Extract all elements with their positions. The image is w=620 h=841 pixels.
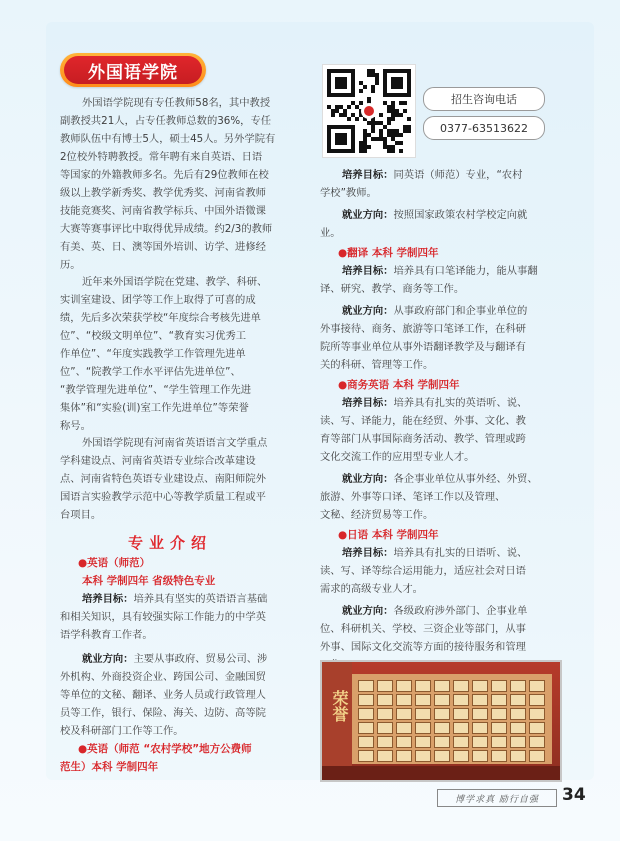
qr-module: [379, 113, 383, 117]
award-plaque: [529, 694, 545, 706]
qr-module: [387, 121, 391, 125]
text-line: 文化交流工作的应用型专业人才。: [320, 451, 475, 463]
text-line: 位、科研机关、学校、三资企业等部门，从事: [320, 623, 526, 635]
qr-module: [391, 149, 395, 153]
qr-module: [359, 89, 363, 93]
text-line: 外国语学院现有河南省英语语言文学重点: [82, 437, 268, 449]
qr-module: [351, 93, 355, 97]
qr-module: [399, 85, 403, 89]
award-plaque: [529, 708, 545, 720]
text-line: 校及科研部门工作等工作。: [60, 725, 184, 737]
contact-phone: 0377-63513622: [423, 116, 545, 140]
intro-paragraph-1: [60, 94, 294, 274]
text-line: 关的科研、管理等工作。: [320, 359, 434, 371]
award-plaque: [510, 722, 526, 734]
award-plaque: [415, 708, 431, 720]
text-line: 语学科教育工作者。: [60, 629, 153, 641]
job-label: 就业方向：: [342, 473, 394, 485]
award-plaque: [358, 680, 374, 692]
text-line: 2位校外特聘教授。常年聘有来自英语、日语: [60, 151, 263, 163]
award-plaque: [510, 736, 526, 748]
award-plaque: [415, 694, 431, 706]
qr-module: [347, 117, 351, 121]
award-plaque: [396, 722, 412, 734]
photo-caption: 荣誉: [330, 690, 349, 722]
english-major-block: [60, 554, 294, 776]
award-plaque: [491, 750, 507, 762]
contact-label: 招生咨询电话: [423, 87, 545, 111]
text-line: 大赛等赛事评比中取得优异成绩。约2/3的教师: [60, 223, 273, 235]
text-line: 位”、“院教学工作水平评估先进单位”、: [60, 366, 241, 378]
section-title-badge: [60, 53, 206, 87]
qr-module: [331, 113, 335, 117]
award-plaque: [358, 694, 374, 706]
qr-module: [403, 101, 407, 105]
text-line: 培养具有口笔译能力，能从事翻: [393, 265, 538, 277]
award-plaque: [358, 736, 374, 748]
text-line: 和相关知识，具有较强实际工作能力的中学英: [60, 611, 266, 623]
award-plaque: [396, 708, 412, 720]
right-majors-block: [320, 166, 556, 674]
job-label: 就业方向：: [342, 605, 394, 617]
qr-module: [367, 145, 371, 149]
text-line: “教学管理先进单位”、“学生管理工作先进: [60, 384, 252, 396]
award-plaque: [491, 708, 507, 720]
award-plaque: [472, 708, 488, 720]
award-plaque: [434, 708, 450, 720]
text-line: 实训室建设、团学等工作上取得了可喜的成: [60, 294, 256, 306]
award-plaque: [434, 722, 450, 734]
award-plaque: [434, 750, 450, 762]
qr-module: [399, 141, 403, 145]
award-plaque: [377, 680, 393, 692]
intro-paragraph-2: [60, 273, 294, 435]
award-plaque: [510, 708, 526, 720]
qr-module: [399, 149, 403, 153]
text-line: 各级政府涉外部门、企事业单: [393, 605, 528, 617]
award-plaque: [453, 750, 469, 762]
page-number: 34: [562, 785, 586, 805]
award-plaque: [396, 680, 412, 692]
text-line: 等单位的文秘、翻译、业务人员或行政管理人: [60, 689, 266, 701]
text-line: 主要从事政府、贸易公司、涉: [133, 653, 268, 665]
qr-code[interactable]: [322, 64, 416, 158]
award-plaque: [453, 722, 469, 734]
text-line: 称号。: [60, 420, 91, 432]
qr-module: [399, 133, 403, 137]
text-line: 育等部门从事国际商务活动、教学、管理或跨: [320, 433, 526, 445]
award-plaque: [472, 722, 488, 734]
text-line: 学校”教师。: [320, 187, 377, 199]
job-label: 就业方向：: [342, 209, 394, 221]
honors-wall-photo: [320, 660, 562, 782]
text-line: 按照国家政策农村学校定向就: [393, 209, 528, 221]
award-plaque: [377, 750, 393, 762]
award-plaque: [529, 750, 545, 762]
text-line: 国语言实验教学示范中心等教学质量工程或平: [60, 491, 266, 503]
text-line: 级以上教学新秀奖、教学优秀奖、河南省教师: [60, 187, 266, 199]
award-plaque: [377, 736, 393, 748]
award-plaque: [415, 750, 431, 762]
qr-module: [371, 129, 375, 133]
rural-major-title: ●英语（师范 “农村学校”地方公费师: [78, 743, 252, 755]
majors-heading: 专业介绍: [128, 534, 213, 552]
award-plaque: [358, 750, 374, 762]
intro-paragraph-3: [60, 434, 294, 524]
job-label: 就业方向：: [82, 653, 134, 665]
award-plaque: [377, 694, 393, 706]
award-plaque: [396, 736, 412, 748]
award-plaque: [434, 694, 450, 706]
translation-major-title: ●翻译 本科 学制四年: [338, 247, 439, 259]
award-plaque: [377, 722, 393, 734]
text-line: 文秘、经济贸易等工作。: [320, 509, 434, 521]
text-line: 有美、英、日、澳等国外培训、访学、进修经: [60, 241, 266, 253]
text-line: 旅游、外事等口译、笔译工作以及管理、: [320, 491, 506, 503]
qr-module: [407, 129, 411, 133]
text-line: 读、写、译能力，能在经贸、外事、文化、教: [320, 415, 526, 427]
qr-module: [363, 149, 367, 153]
qr-module: [351, 149, 355, 153]
qr-module: [403, 109, 407, 113]
award-plaque: [434, 736, 450, 748]
goal-label: 培养目标：: [342, 397, 394, 409]
english-major-title: ●英语（师范）: [78, 557, 151, 569]
award-plaque: [491, 694, 507, 706]
qr-module: [375, 81, 379, 85]
award-plaque: [510, 750, 526, 762]
award-plaque: [472, 750, 488, 762]
award-plaque: [377, 708, 393, 720]
text-line: 外机构、外商投资企业、跨国公司、金融国贸: [60, 671, 266, 683]
english-major-subtitle: 本科 学制四年 省级特色专业: [82, 575, 216, 587]
qr-module: [407, 93, 411, 97]
award-plaque: [453, 736, 469, 748]
award-plaque: [472, 680, 488, 692]
text-line: 业。: [320, 227, 341, 239]
text-line: 外事接待、商务、旅游等口笔译工作，在科研: [320, 323, 526, 335]
qr-module: [391, 117, 395, 121]
goal-label: 培养目标：: [342, 169, 394, 181]
award-plaque: [529, 722, 545, 734]
award-plaque: [358, 708, 374, 720]
text-line: 培养具有坚实的英语语言基础: [133, 593, 268, 605]
award-plaque: [415, 736, 431, 748]
goal-label: 培养目标：: [342, 547, 394, 559]
award-plaque: [529, 680, 545, 692]
award-plaque: [415, 722, 431, 734]
award-plaque: [453, 680, 469, 692]
qr-module: [347, 105, 351, 109]
qr-module: [355, 117, 359, 121]
text-line: 需求的高级专业人才。: [320, 583, 423, 595]
job-label: 就业方向：: [342, 305, 394, 317]
award-plaque: [472, 736, 488, 748]
qr-module: [343, 85, 347, 89]
award-plaque: [529, 736, 545, 748]
award-plaque: [510, 694, 526, 706]
text-line: 同英语（师范）专业，“农村: [393, 169, 523, 181]
goal-label: 培养目标：: [342, 265, 394, 277]
text-line: 等国家的外籍教师多名。先后有29位教师在校: [60, 169, 269, 181]
award-plaque: [491, 722, 507, 734]
qr-module: [399, 113, 403, 117]
text-line: 员等工作，银行、保险、海关、边防、高等院: [60, 707, 266, 719]
japanese-major-title: ●日语 本科 学制四年: [338, 529, 439, 541]
award-plaque: [510, 680, 526, 692]
text-line: 各企事业单位从事外经、外贸、: [393, 473, 538, 485]
business-major-title: ●商务英语 本科 学制四年: [338, 379, 460, 391]
text-line: 近年来外国语学院在党建、教学、科研、: [82, 276, 268, 288]
text-line: 外国语学院现有专任教师58名，其中教授: [82, 97, 271, 109]
text-line: 集体”和“实验(训)室工作先进单位”等荣誉: [60, 402, 249, 414]
text-line: 台项目。: [60, 509, 102, 521]
photo-floor: [322, 766, 560, 780]
footer-slogan: 博学求真 励行自强: [437, 789, 557, 807]
award-plaque: [491, 736, 507, 748]
award-plaque: [453, 694, 469, 706]
award-plaque: [434, 680, 450, 692]
award-plaque: [453, 708, 469, 720]
award-plaque: [396, 694, 412, 706]
text-line: 历。: [60, 259, 81, 271]
section-title: 外国语学院: [64, 56, 202, 84]
text-line: 绩，先后多次荣获学校“年度综合考核先进单: [60, 312, 261, 324]
qr-module: [363, 85, 367, 89]
rural-major-title-cont: 范生）本科 学制四年: [60, 761, 159, 773]
text-line: 位”、“校级文明单位”、“教育实习优秀工: [60, 330, 247, 342]
qr-module: [343, 141, 347, 145]
text-line: 院所等事业单位从事外语翻译教学及与翻译有: [320, 341, 526, 353]
text-line: 点、河南省特色英语专业建设点、南阳师院外: [60, 473, 266, 485]
award-plaque: [396, 750, 412, 762]
text-line: 作单位”、“年度实践教学工作管理先进单: [60, 348, 246, 360]
text-line: 学科建设点、河南省英语专业综合改革建设: [60, 455, 256, 467]
text-line: 译、研究、教学、商务等工作。: [320, 283, 465, 295]
text-line: 技能竞赛奖、河南省教学标兵、中国外语微课: [60, 205, 266, 217]
text-line: 副教授共21人，占专任教师总数的36%，专任: [60, 115, 272, 127]
text-line: 从事政府部门和企事业单位的: [393, 305, 528, 317]
text-line: 培养具有扎实的日语听、说、: [393, 547, 528, 559]
goal-label: 培养目标：: [82, 593, 134, 605]
text-line: 教师队伍中有博士5人，硕士45人。另外学院有: [60, 133, 276, 145]
plaque-wall: [352, 674, 552, 764]
text-line: 培养具有扎实的英语听、说、: [393, 397, 528, 409]
qr-module: [407, 117, 411, 121]
qr-module: [371, 89, 375, 93]
text-line: 读、写、译等综合运用能力，适应社会对日语: [320, 565, 526, 577]
qr-logo-icon: [361, 103, 377, 119]
award-plaque: [491, 680, 507, 692]
award-plaque: [415, 680, 431, 692]
text-line: 外事、国际文化交流等方面的接待服务和管理: [320, 641, 526, 653]
award-plaque: [472, 694, 488, 706]
award-plaque: [358, 722, 374, 734]
